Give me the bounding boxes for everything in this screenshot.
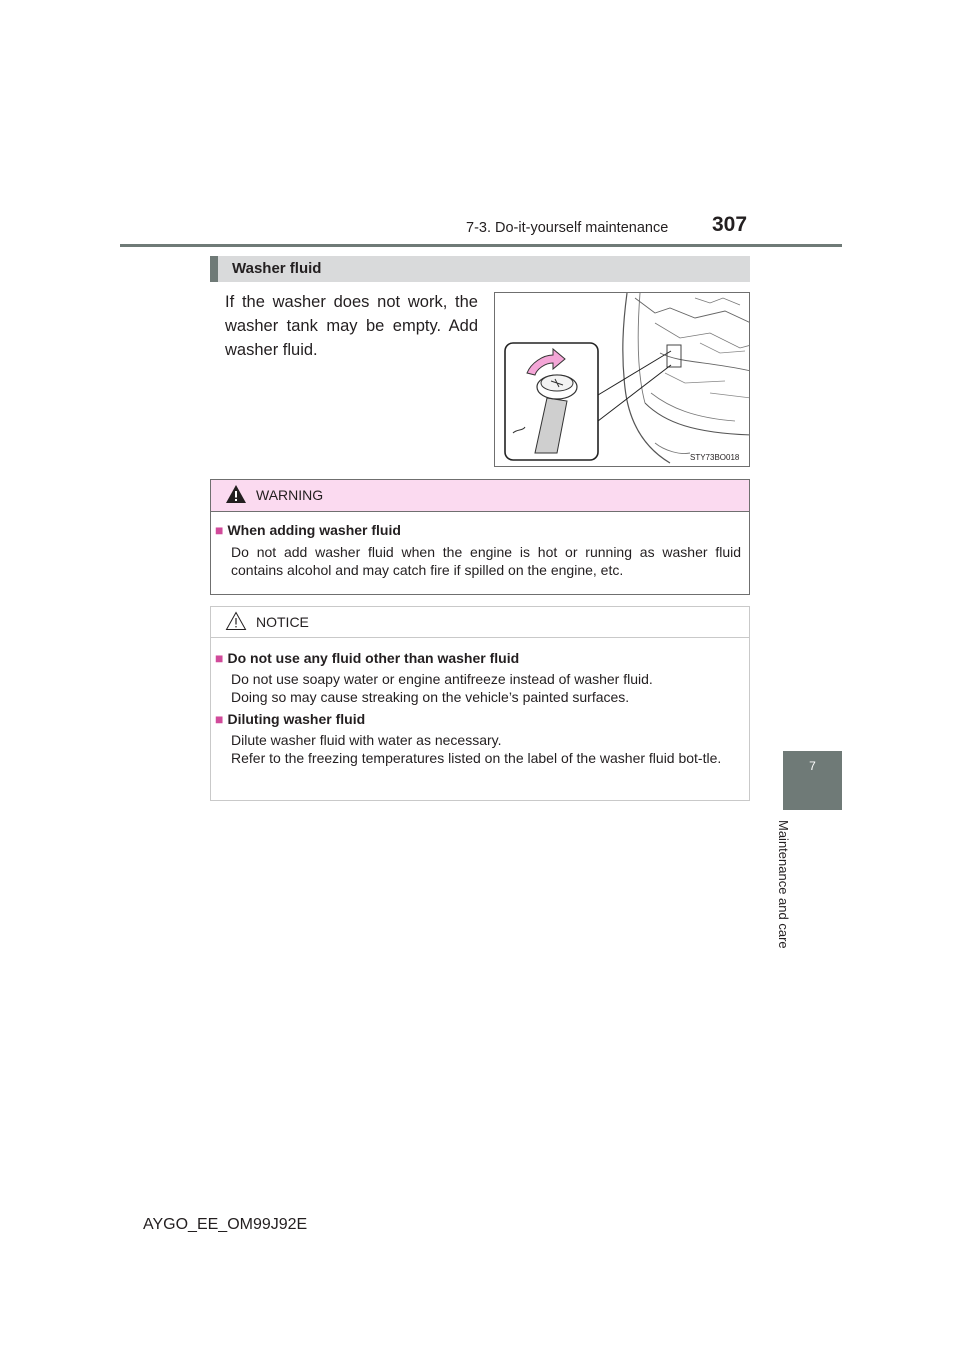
warning-item-body: Do not add washer fluid when the engine is hot or running as washer fluid contains alcohol and may catch fire if spilled on the engine, etc. — [231, 544, 741, 578]
washer-tank-illustration — [494, 292, 750, 467]
notice-item-title — [215, 650, 519, 666]
notice-triangle-icon — [225, 611, 247, 631]
notice-item-2-body — [231, 731, 741, 767]
notice-item-1-body — [231, 670, 741, 706]
warning-box — [210, 479, 750, 595]
warning-label: WARNING — [256, 487, 324, 503]
notice-box — [210, 606, 750, 801]
manual-code: AYGO_EE_OM99J92E — [143, 1216, 308, 1233]
warning-header — [211, 480, 749, 512]
notice-label: NOTICE — [256, 614, 309, 630]
chapter-tab — [783, 751, 842, 810]
notice-item-2-title: Diluting washer fluid — [227, 711, 366, 727]
section-heading-bar — [210, 256, 750, 282]
warning-triangle-icon — [225, 484, 247, 504]
bullet-square-icon: ■ — [215, 650, 224, 666]
chapter-title: Maintenance and care — [776, 820, 791, 949]
figure-code: STY73BO018 — [690, 453, 740, 462]
chapter-title-vertical — [776, 820, 816, 968]
notice-item-title — [215, 711, 365, 727]
notice-item-1-title: Do not use any fluid other than washer fluid — [227, 650, 520, 666]
running-header-section: 7-3. Do-it-yourself maintenance — [466, 220, 669, 236]
notice-item-2-line-2: Refer to the freezing temperatures listed on the label of the washer fluid bot-tle. — [231, 750, 722, 766]
notice-item-1-line-1: Do not use soapy water or engine antifreeze instead of washer fluid. — [231, 671, 653, 687]
warning-item-title — [215, 522, 401, 538]
section-title: Washer fluid — [232, 260, 322, 277]
page-number: 307 — [712, 213, 748, 236]
notice-item-1-line-2: Doing so may cause streaking on the vehicle’s painted surfaces. — [231, 689, 630, 705]
header-rule — [120, 244, 842, 247]
bullet-square-icon: ■ — [215, 522, 224, 538]
bullet-square-icon: ■ — [215, 711, 224, 727]
notice-header — [211, 607, 749, 638]
notice-item-2-line-1: Dilute washer fluid with water as necessary. — [231, 732, 502, 748]
intro-paragraph: If the washer does not work, the washer tank may be empty. Add washer fluid. — [225, 293, 478, 359]
chapter-number: 7 — [809, 759, 816, 773]
warning-item-title-text: When adding washer fluid — [227, 522, 401, 538]
engine-bay-drawing — [495, 293, 750, 467]
